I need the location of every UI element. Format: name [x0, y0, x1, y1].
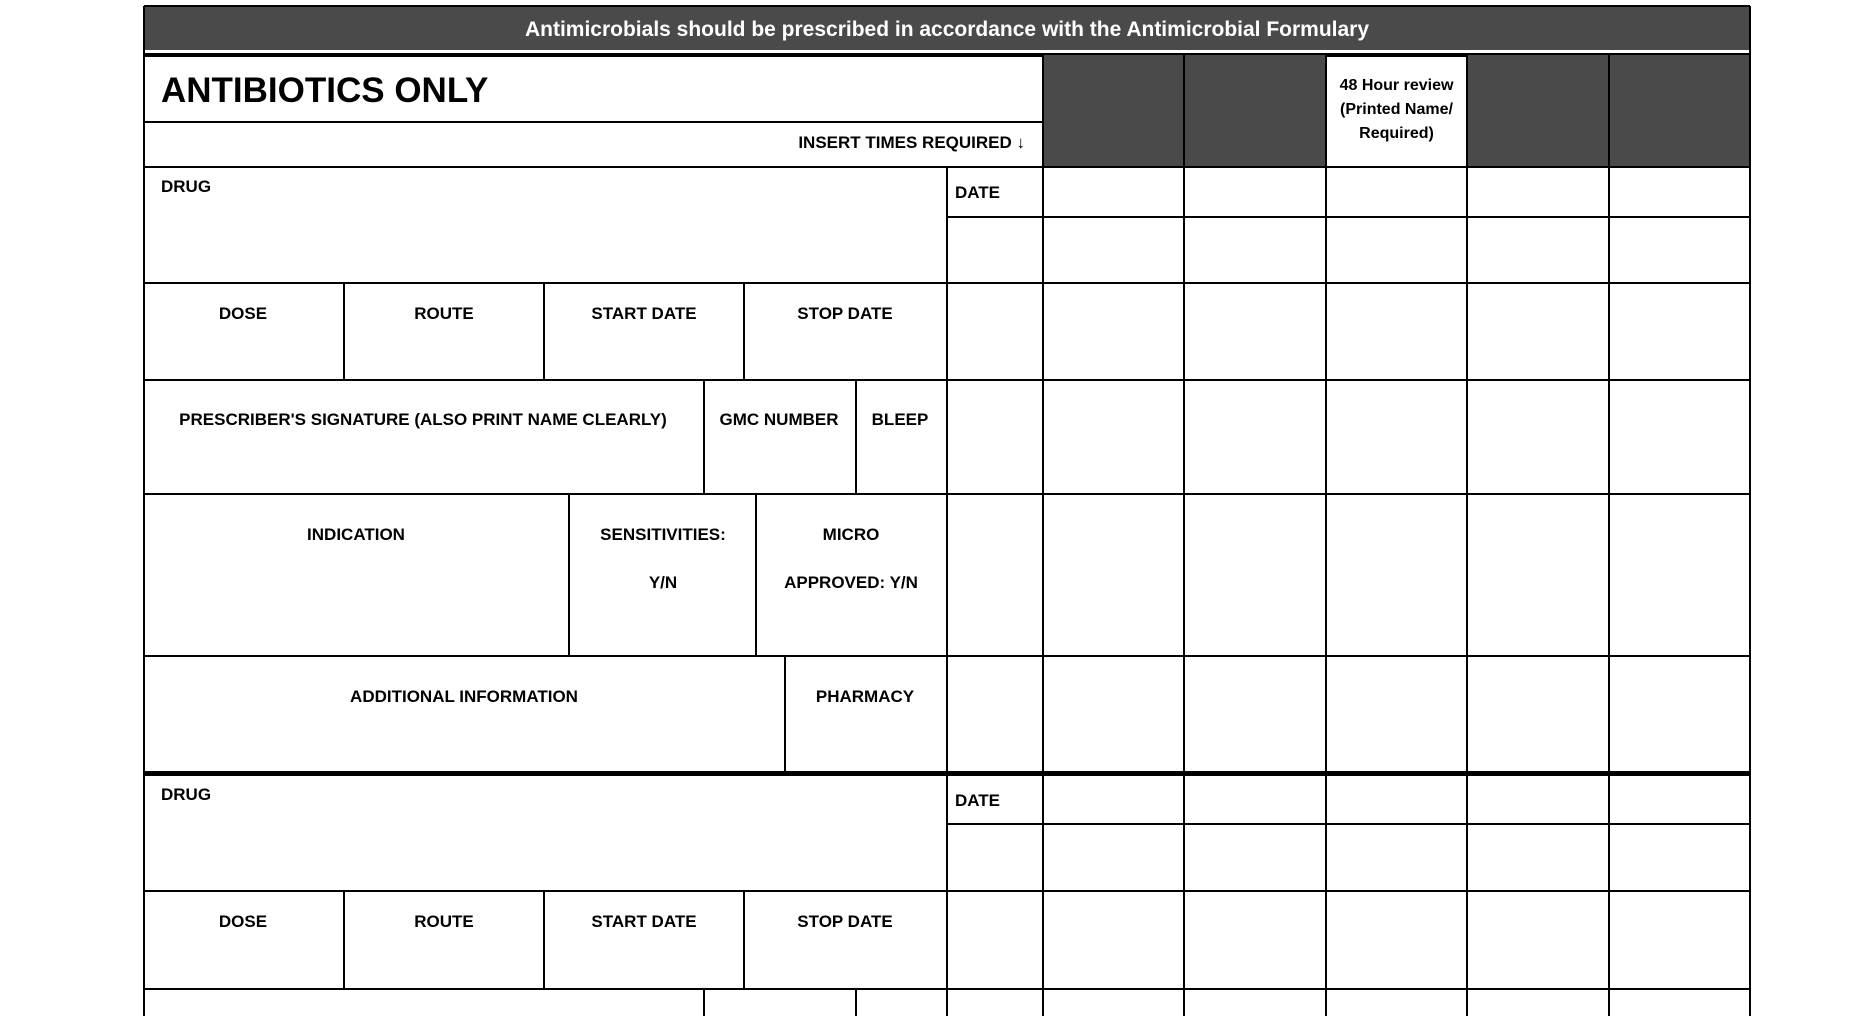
- grid-line: [543, 891, 545, 989]
- review-header: [1327, 74, 1467, 146]
- route-label: ROUTE: [414, 304, 474, 323]
- grid-line: [144, 493, 1750, 495]
- title-rule: [144, 121, 1043, 123]
- dose-label: DOSE: [218, 304, 268, 323]
- grid-line: [144, 282, 1750, 284]
- grid-line: [343, 283, 345, 380]
- indication-label: INDICATION: [307, 525, 405, 544]
- gmc-number-label: GMC NUMBER: [719, 410, 839, 429]
- additional-information-label: ADDITIONAL INFORMATION: [350, 687, 578, 706]
- grid-line: [703, 380, 705, 494]
- date-label: DATE: [955, 183, 1001, 202]
- time-header-cell: [1467, 55, 1609, 167]
- time-col-line: [1325, 55, 1327, 1016]
- drug-label: DRUG: [161, 785, 212, 804]
- dose-label: DOSE: [218, 912, 268, 931]
- start-date-label: START DATE: [591, 304, 697, 323]
- grid-line: [144, 655, 1750, 657]
- date-label: DATE: [955, 791, 1001, 810]
- time-col-line: [1042, 55, 1044, 1016]
- review-header-line: Required): [1359, 125, 1434, 142]
- grid-line: [543, 283, 545, 380]
- review-header-line: 48 Hour review: [1339, 77, 1454, 94]
- grid-line: [144, 988, 1750, 990]
- stop-date-label: STOP DATE: [797, 912, 893, 931]
- grid-line: [144, 890, 1750, 892]
- date-col-line: [946, 773, 948, 1016]
- grid-line: [568, 494, 570, 656]
- grid-line: [144, 379, 1750, 381]
- frame-left: [143, 6, 145, 1016]
- grid-line: [855, 380, 857, 494]
- grid-line: [755, 494, 757, 656]
- time-header-cell: [1043, 55, 1184, 167]
- date-col-line: [946, 167, 948, 772]
- micro-approved-label: APPROVED: Y/N: [784, 573, 918, 592]
- review-header-line: (Printed Name/: [1340, 101, 1453, 118]
- frame-top: [144, 5, 1750, 7]
- drug-label: DRUG: [161, 177, 212, 196]
- sensitivities-label: SENSITIVITIES:: [600, 525, 726, 544]
- grid-line: [784, 656, 786, 772]
- frame-right: [1749, 6, 1751, 1016]
- grid-line: [947, 823, 1750, 825]
- time-header-cell: [1184, 55, 1326, 167]
- start-date-label: START DATE: [591, 912, 697, 931]
- grid-line: [855, 989, 857, 1016]
- route-label: ROUTE: [414, 912, 474, 931]
- insert-times-label: INSERT TIMES REQUIRED ↓: [798, 133, 1025, 152]
- time-col-line: [1466, 55, 1468, 1016]
- formulary-banner-text: Antimicrobials should be prescribed in accordance with the Antimicrobial Formulary: [524, 18, 1370, 41]
- grid-line: [703, 989, 705, 1016]
- time-col-line: [1608, 55, 1610, 1016]
- pharmacy-label: PHARMACY: [815, 687, 915, 706]
- grid-line: [743, 891, 745, 989]
- sensitivities-yn-label: Y/N: [648, 573, 678, 592]
- grid-line: [343, 891, 345, 989]
- form-title: ANTIBIOTICS ONLY: [161, 71, 489, 110]
- grid-line: [947, 216, 1750, 218]
- bleep-label: BLEEP: [871, 410, 929, 429]
- prescriber-signature-label: PRESCRIBER'S SIGNATURE (ALSO PRINT NAME CLEARLY): [179, 410, 667, 429]
- grid-line: [743, 283, 745, 380]
- stop-date-label: STOP DATE: [797, 304, 893, 323]
- time-header-cell: [1609, 55, 1750, 167]
- micro-label: MICRO: [822, 525, 880, 544]
- time-col-line: [1183, 55, 1185, 1016]
